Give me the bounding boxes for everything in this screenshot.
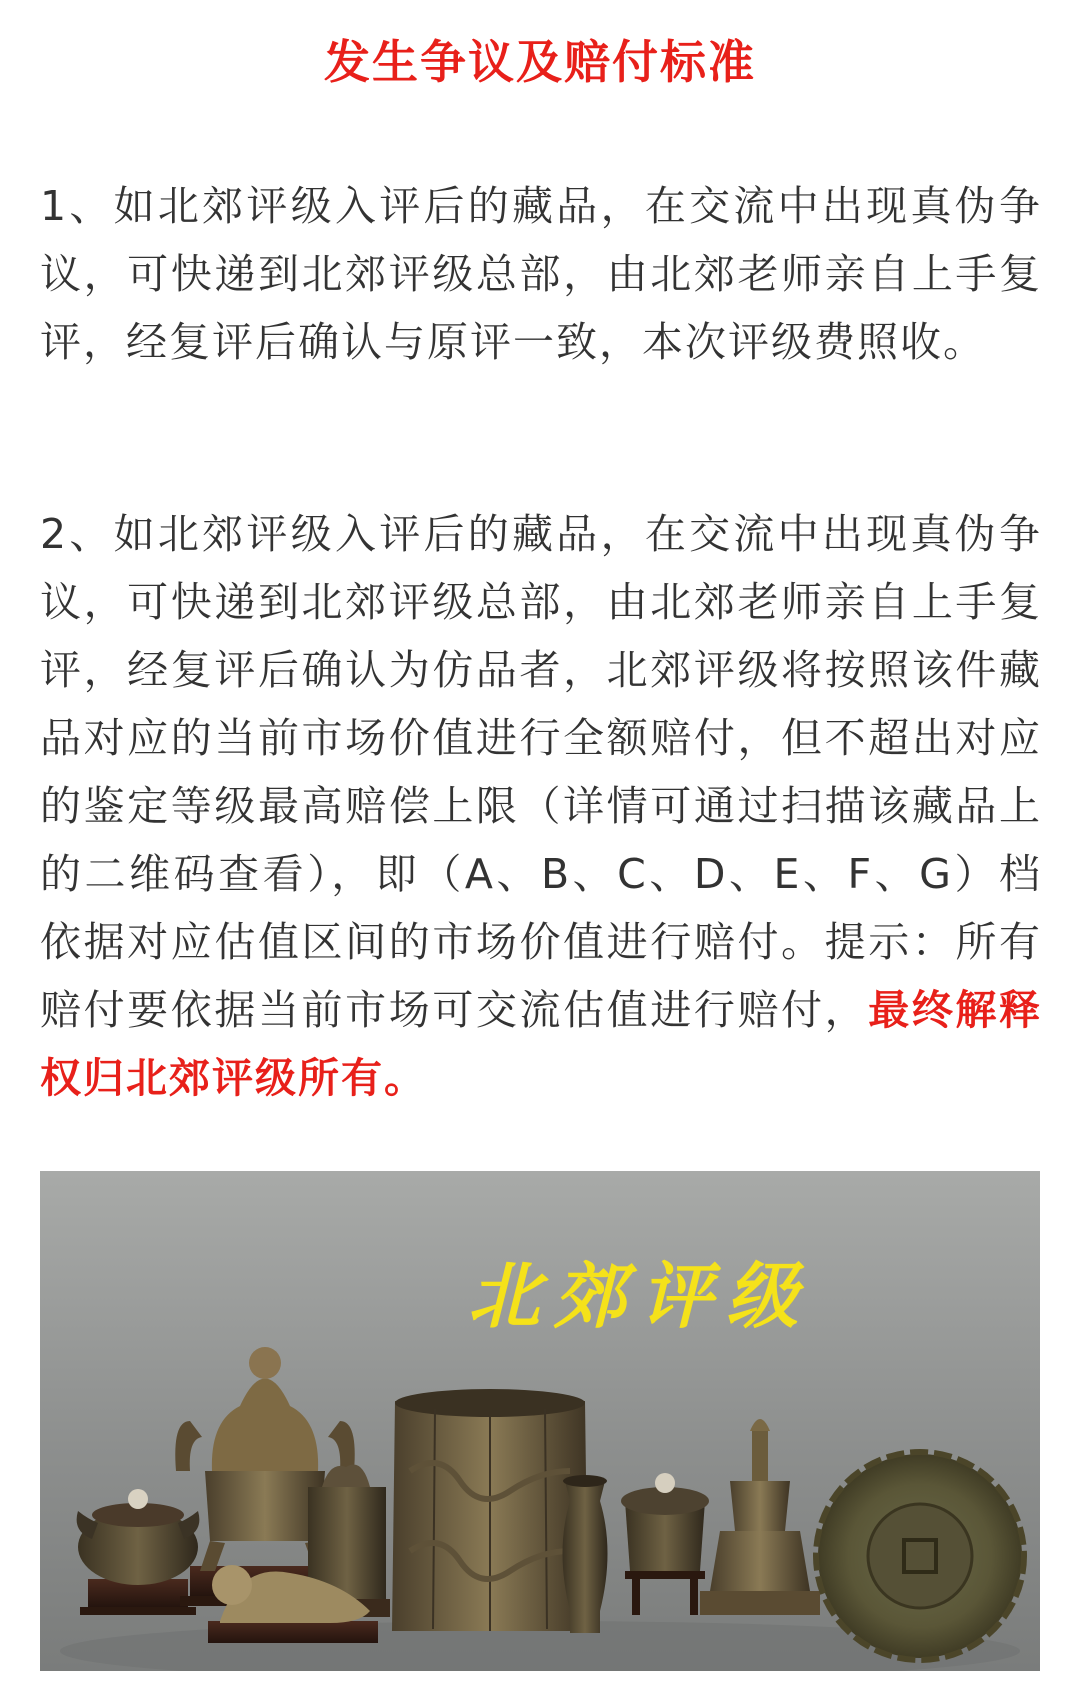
paragraph-2 bbox=[40, 500, 1042, 1112]
paragraph-1-text: 1、如北郊评级入评后的藏品，在交流中出现真伪争议，可快递到北郊评级总部，由北郊老师亲自上手复评，经复评后确认与原评一致，本次评级费照收。 bbox=[40, 182, 1042, 366]
page-title: 发生争议及赔付标准 bbox=[324, 35, 756, 89]
covered-censer-icon bbox=[621, 1473, 709, 1615]
decorative-plate-icon bbox=[816, 1452, 1024, 1660]
antiques-illustration bbox=[40, 1171, 1040, 1671]
paragraph-1 bbox=[40, 172, 1042, 376]
banner-logo-text: 北郊评级 bbox=[467, 1253, 813, 1338]
antiques-banner-image bbox=[40, 1171, 1040, 1671]
paragraph-2-highlight: 最终解释权归北郊评级所有。 bbox=[40, 986, 1043, 1102]
stupa-icon bbox=[700, 1419, 820, 1615]
paragraph-2-text: 2、如北郊评级入评后的藏品，在交流中出现真伪争议，可快递到北郊评级总部，由北郊老师亲自上手复评，经复评后确认为仿品者，北郊评级将按照该件藏品对应的当前市场价值进行全额赔付，但不超出对应的鉴定等级最高赔偿上限（详情可通过扫描该藏品上的二维码查看），即（A、B、C、D、E、F、G）档依据对应估值区间的市场价值进行赔付。提示：所有赔付要依据当前市场可交流估值进行赔付， bbox=[40, 510, 1042, 1034]
brush-pot-icon bbox=[392, 1389, 588, 1631]
